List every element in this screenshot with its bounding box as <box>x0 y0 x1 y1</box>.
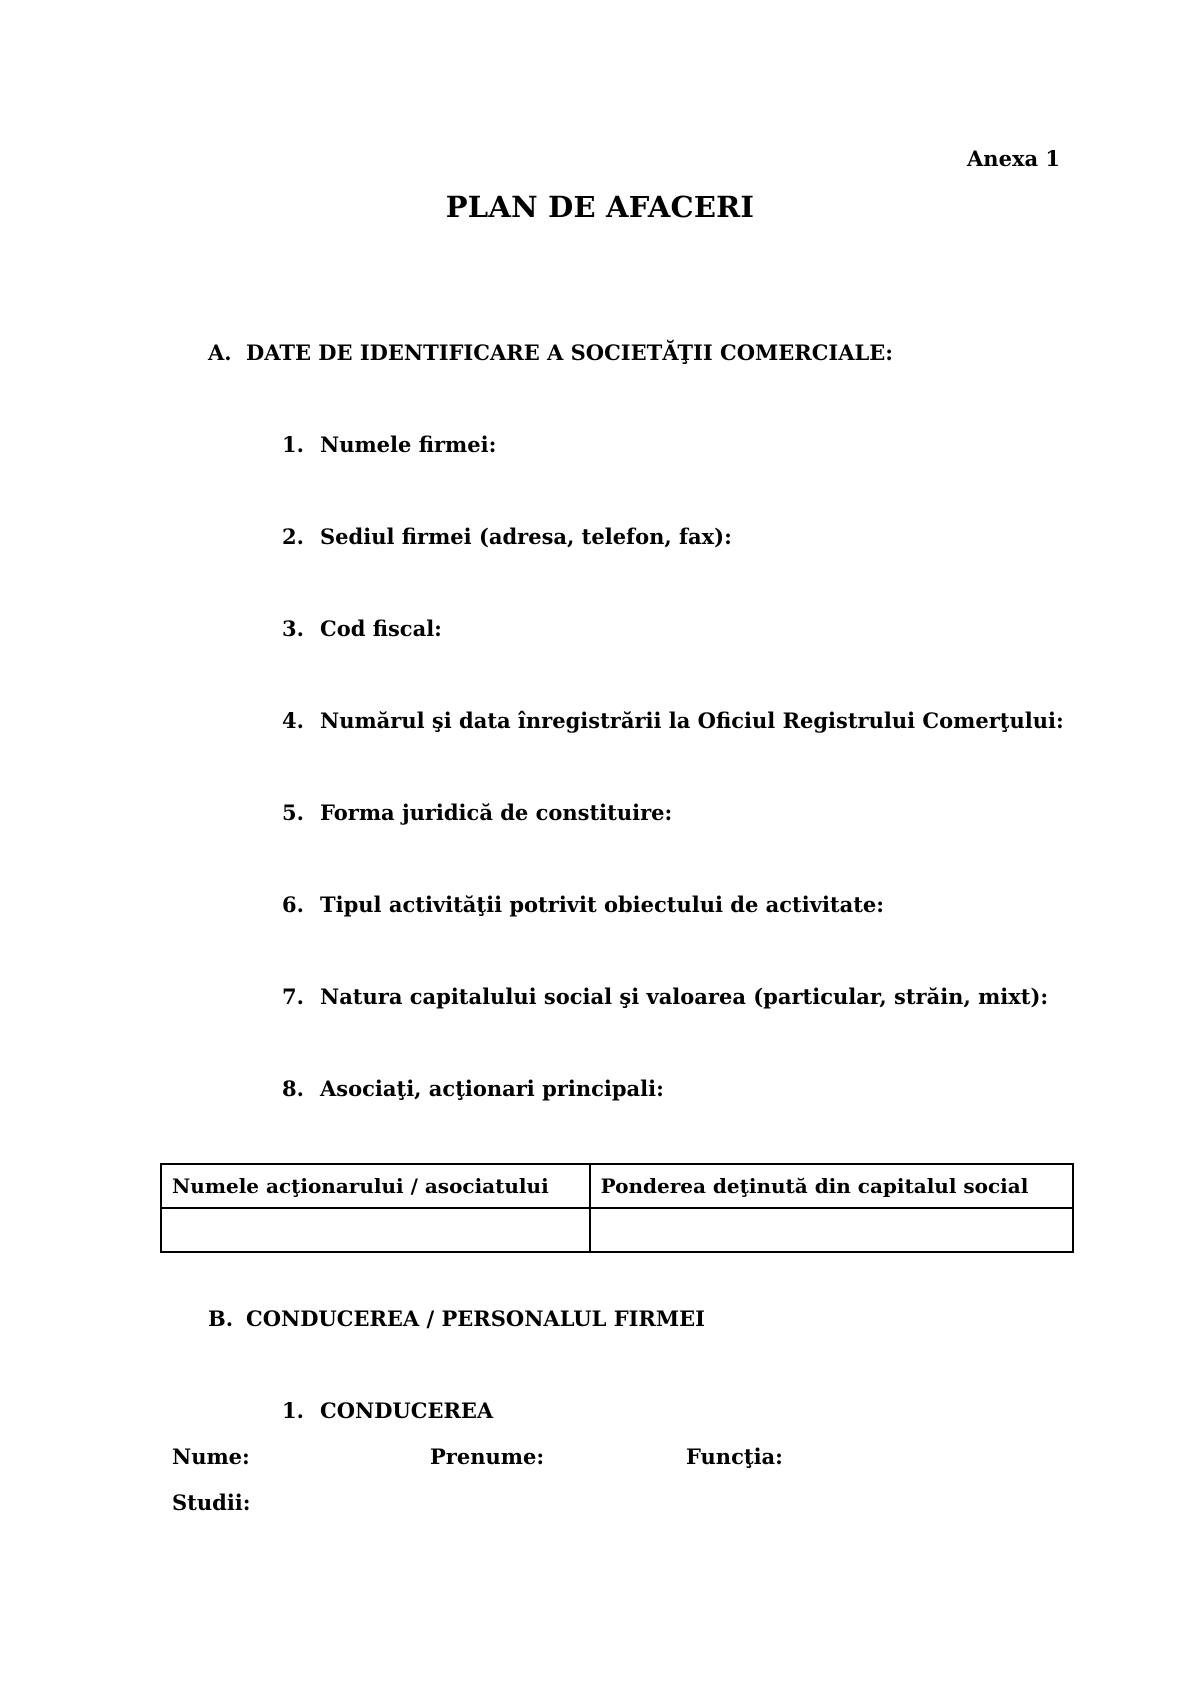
list-item-number: 5. <box>282 800 304 825</box>
table-row <box>161 1208 1073 1252</box>
list-item-number: 4. <box>282 708 304 733</box>
subsection-title: CONDUCEREA <box>320 1398 494 1423</box>
section-b-title: CONDUCEREA / PERSONALUL FIRMEI <box>246 1306 705 1331</box>
list-item-number: 2. <box>282 524 304 549</box>
table-header-row <box>161 1164 1073 1208</box>
list-item <box>282 708 1064 733</box>
section-a-heading <box>208 340 893 365</box>
shareholder-table <box>160 1163 1074 1253</box>
field-prenume-label: Prenume: <box>430 1444 545 1469</box>
page-title: PLAN DE AFACERI <box>445 190 755 224</box>
list-item-label: Numele firmei: <box>320 432 497 457</box>
list-item <box>282 984 1048 1009</box>
list-item <box>282 800 672 825</box>
list-item <box>282 892 884 917</box>
list-item-label: Tipul activităţii potrivit obiectului de activitate: <box>320 892 885 917</box>
list-item-label: Forma juridică de constituire: <box>320 800 673 825</box>
list-item <box>282 524 732 549</box>
list-item-number: 7. <box>282 984 304 1009</box>
table-cell-share[interactable] <box>590 1208 1073 1252</box>
list-item <box>282 616 442 641</box>
subsection-number: 1. <box>282 1398 304 1423</box>
section-b-heading <box>208 1306 705 1331</box>
list-item <box>282 1076 664 1101</box>
list-item-number: 1. <box>282 432 304 457</box>
list-item-label: Asociaţi, acţionari principali: <box>320 1076 664 1101</box>
list-item-number: 3. <box>282 616 304 641</box>
field-functia-label: Funcţia: <box>686 1444 783 1469</box>
list-item <box>282 432 496 457</box>
annex-label: Anexa 1 <box>967 146 1060 171</box>
column-header-name: Numele acţionarului / asociatului <box>161 1164 590 1208</box>
list-item-number: 6. <box>282 892 304 917</box>
section-a-letter: A. <box>208 340 232 365</box>
field-nume-label: Nume: <box>172 1444 250 1469</box>
section-a-title: DATE DE IDENTIFICARE A SOCIETĂŢII COMERCIALE: <box>246 340 894 365</box>
column-header-share: Ponderea deţinută din capitalul social <box>590 1164 1073 1208</box>
subsection-heading <box>282 1398 493 1423</box>
list-item-label: Numărul şi data înregistrării la Oficiul Registrului Comerţului: <box>320 708 1064 733</box>
field-studii-label: Studii: <box>172 1490 251 1515</box>
table-cell-name[interactable] <box>161 1208 590 1252</box>
list-item-label: Cod fiscal: <box>320 616 442 641</box>
list-item-number: 8. <box>282 1076 304 1101</box>
section-b-letter: B. <box>208 1306 234 1331</box>
list-item-label: Sediul firmei (adresa, telefon, fax): <box>320 524 732 549</box>
list-item-label: Natura capitalului social şi valoarea (particular, străin, mixt): <box>320 984 1049 1009</box>
